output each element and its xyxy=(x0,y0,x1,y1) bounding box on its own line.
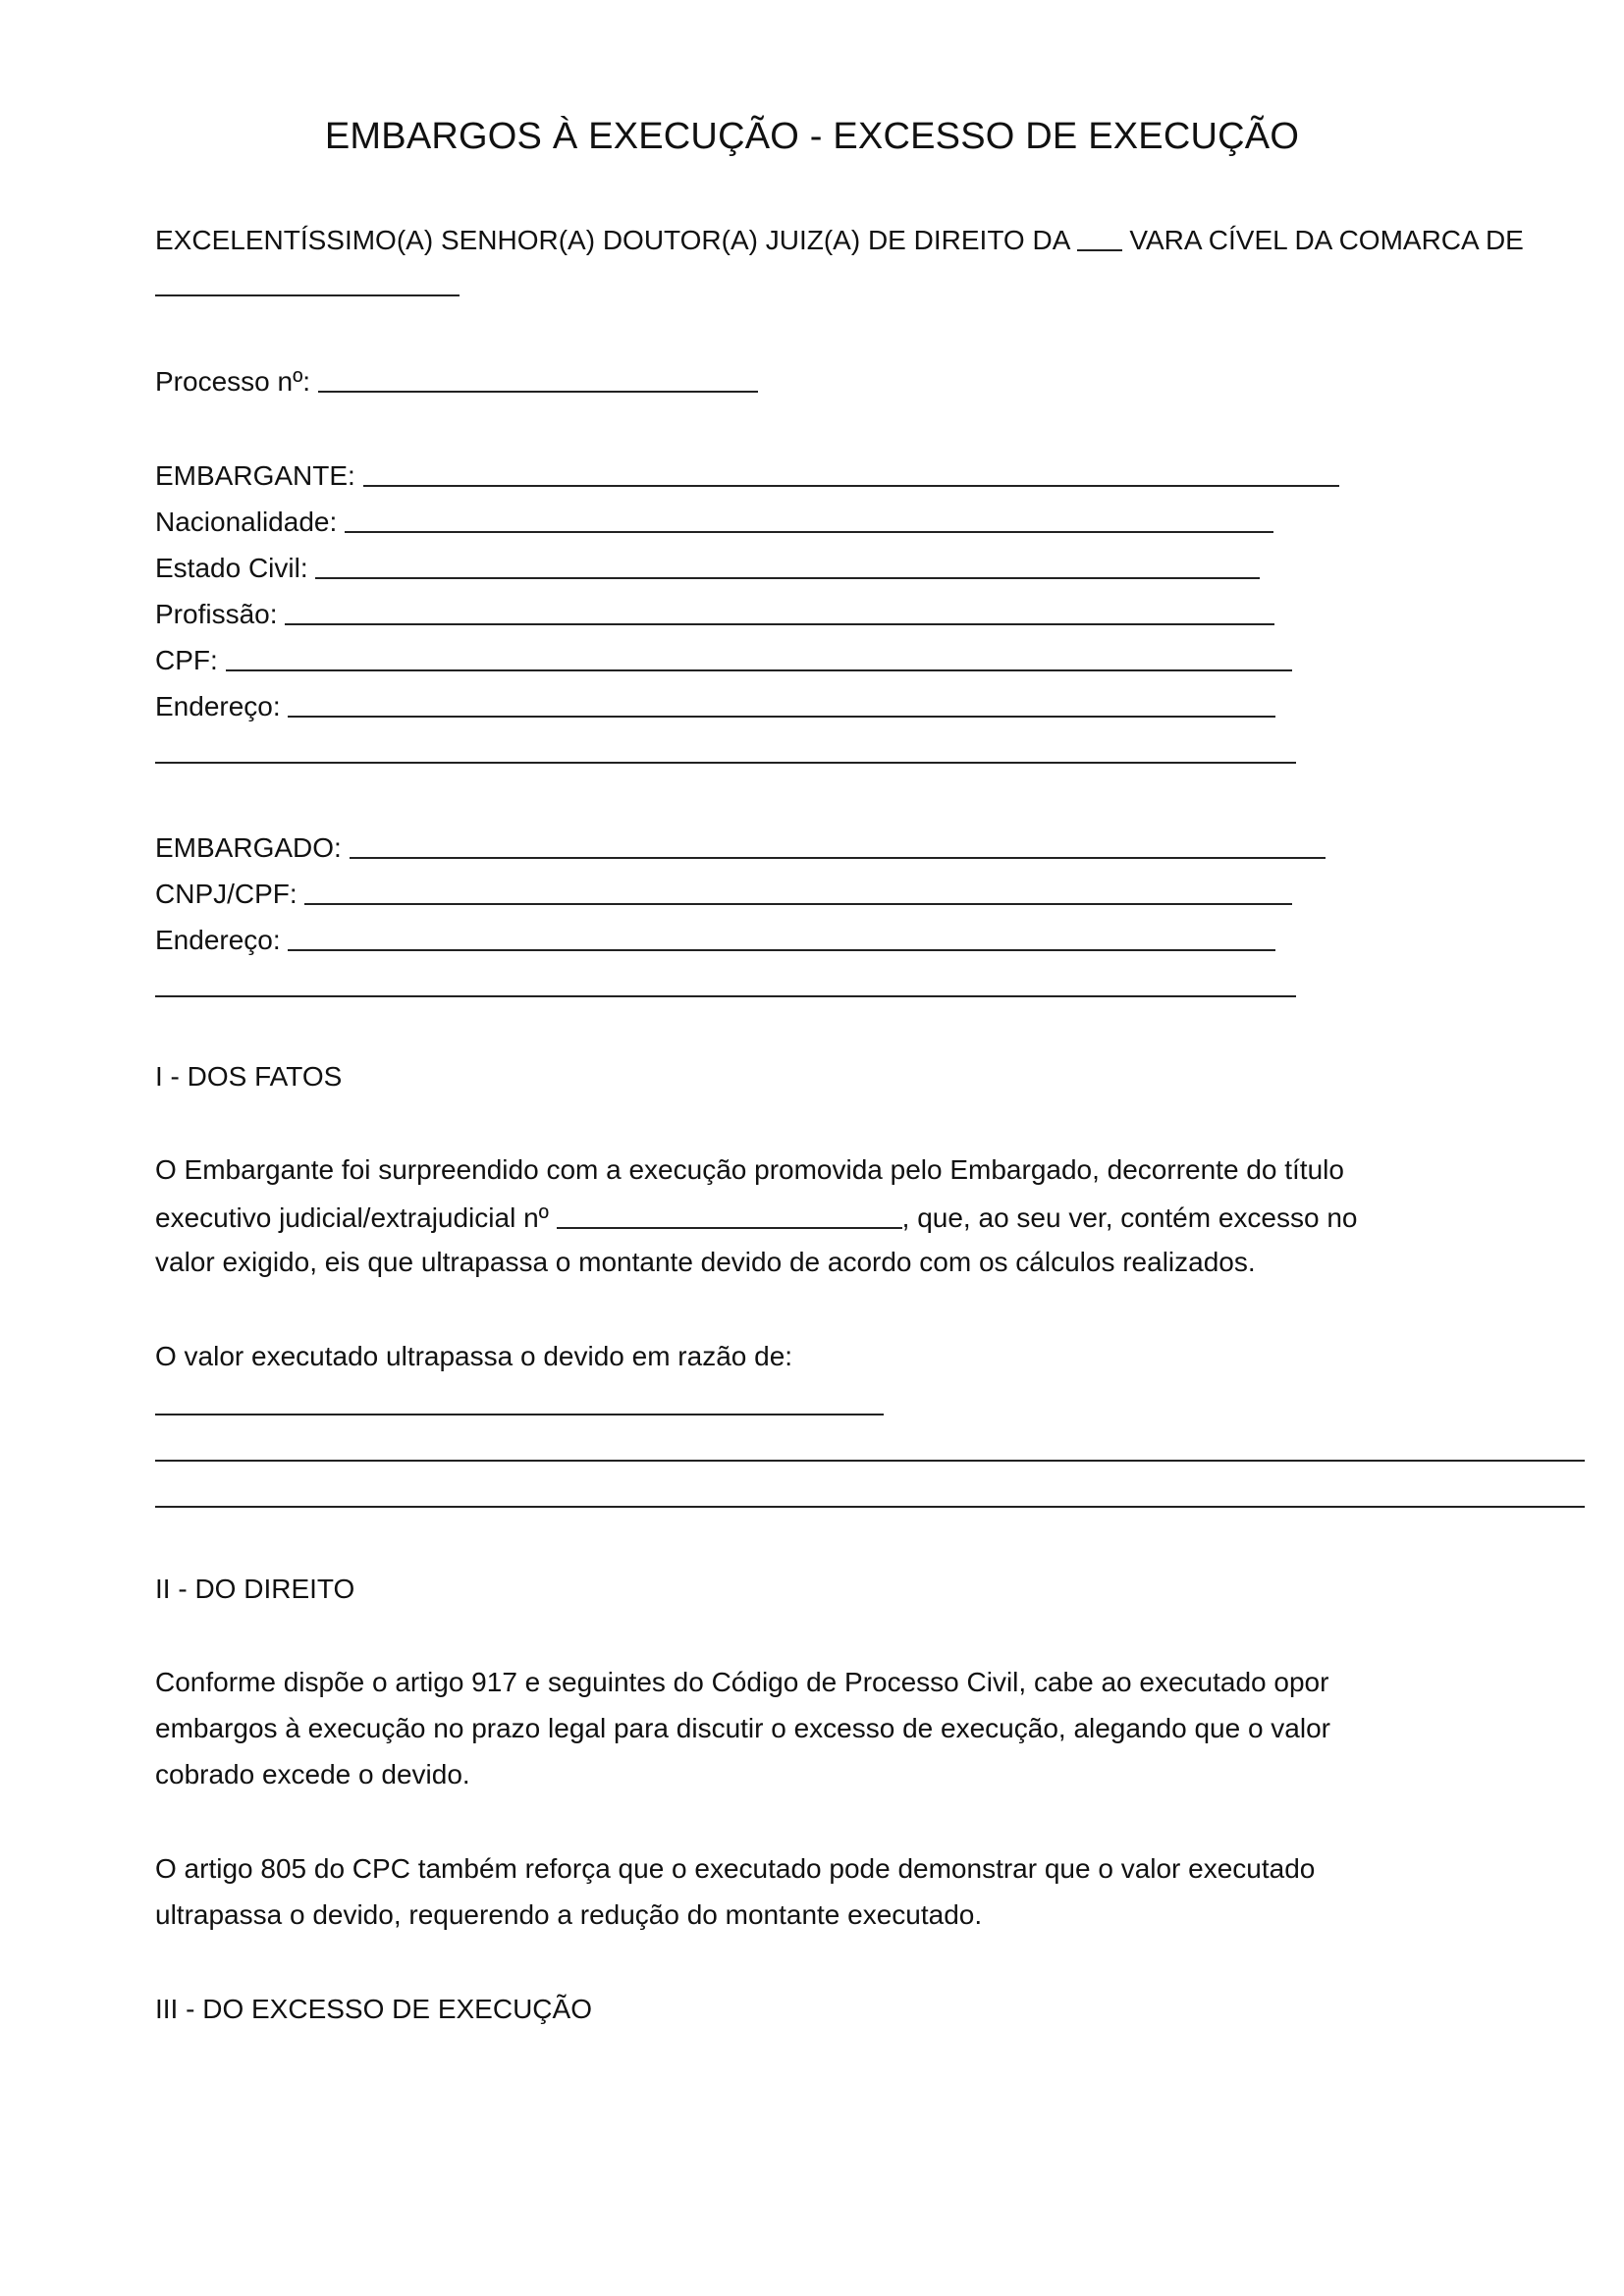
razao-blank-line-3 xyxy=(155,1478,1585,1514)
embargante-endereco-line-2 xyxy=(155,734,1296,770)
razao-blank-line-1 xyxy=(155,1386,884,1421)
direito-paragraph-1-line-2: embargos à execução no prazo legal para discutir o excesso de execução, alegando que o valor xyxy=(155,1713,1330,1743)
razao-blank-line-2 xyxy=(155,1432,1585,1468)
addressee-text-2: VARA CÍVEL DA COMARCA DE xyxy=(1129,225,1524,255)
cpf-blank[interactable] xyxy=(226,644,1292,671)
razao-blank-3[interactable] xyxy=(155,1480,1585,1508)
embargado-endereco-blank-2[interactable] xyxy=(155,970,1296,997)
embargante-endereco-blank-2[interactable] xyxy=(155,736,1296,764)
estado-civil-line xyxy=(155,550,1260,585)
direito-paragraph-1-line-1: Conforme dispõe o artigo 917 e seguintes do Código de Processo Civil, cabe ao executado opor xyxy=(155,1667,1329,1697)
addressee-text-1: EXCELENTÍSSIMO(A) SENHOR(A) DOUTOR(A) JUIZ(A) DE DIREITO DA xyxy=(155,225,1069,255)
nacionalidade-line xyxy=(155,504,1273,539)
fatos-paragraph-line-2 xyxy=(155,1200,1358,1235)
estado-civil-label: Estado Civil: xyxy=(155,553,308,583)
embargante-line xyxy=(155,457,1339,493)
embargado-endereco-line-2 xyxy=(155,968,1296,1003)
direito-paragraph-2-line-2: ultrapassa o devido, requerendo a redução do montante executado. xyxy=(155,1899,983,1930)
section-fatos-heading: I - DOS FATOS xyxy=(155,1061,343,1092)
razao-blank-1[interactable] xyxy=(155,1388,884,1415)
fatos-excesso-text: , que, ao seu ver, contém excesso no xyxy=(901,1202,1358,1233)
section-direito-heading: II - DO DIREITO xyxy=(155,1574,355,1604)
section-excesso-heading: III - DO EXCESSO DE EXECUÇÃO xyxy=(155,1994,592,2024)
process-line xyxy=(155,363,758,399)
embargante-blank[interactable] xyxy=(363,459,1339,487)
razao-blank-2[interactable] xyxy=(155,1434,1585,1462)
document-title: EMBARGOS À EXECUÇÃO - EXCESSO DE EXECUÇÃO xyxy=(324,116,1300,157)
estado-civil-blank[interactable] xyxy=(315,552,1260,579)
fatos-titulo-text: executivo judicial/extrajudicial nº xyxy=(155,1202,549,1233)
direito-paragraph-1-line-3: cobrado excede o devido. xyxy=(155,1759,470,1789)
addressee-line xyxy=(155,222,1524,257)
titulo-number-blank[interactable] xyxy=(557,1201,902,1229)
cpf-label: CPF: xyxy=(155,645,218,675)
process-label: Processo nº: xyxy=(155,366,311,397)
embargante-endereco-label: Endereço: xyxy=(155,691,281,721)
process-number-blank[interactable] xyxy=(318,365,758,393)
profissao-label: Profissão: xyxy=(155,599,278,629)
embargado-label: EMBARGADO: xyxy=(155,832,342,863)
fatos-paragraph-line-1: O Embargante foi surpreendido com a execução promovida pelo Embargado, decorrente do título xyxy=(155,1154,1344,1185)
direito-paragraph-2-line-1: O artigo 805 do CPC também reforça que o executado pode demonstrar que o valor executado xyxy=(155,1853,1316,1884)
nacionalidade-label: Nacionalidade: xyxy=(155,507,338,537)
embargado-endereco-line xyxy=(155,922,1275,957)
cpf-line xyxy=(155,642,1292,677)
cnpj-cpf-line xyxy=(155,876,1292,911)
profissao-line xyxy=(155,596,1274,631)
embargante-endereco-line xyxy=(155,688,1275,723)
comarca-blank[interactable] xyxy=(155,269,460,296)
nacionalidade-blank[interactable] xyxy=(345,506,1273,533)
profissao-blank[interactable] xyxy=(285,598,1274,625)
comarca-line xyxy=(155,267,460,302)
embargante-label: EMBARGANTE: xyxy=(155,460,355,491)
cnpj-cpf-label: CNPJ/CPF: xyxy=(155,879,298,909)
embargante-endereco-blank[interactable] xyxy=(288,690,1275,718)
fatos-paragraph-line-3: valor exigido, eis que ultrapassa o montante devido de acordo com os cálculos realizados. xyxy=(155,1247,1256,1277)
embargado-endereco-blank[interactable] xyxy=(288,924,1275,951)
embargado-line xyxy=(155,829,1326,865)
vara-number-blank[interactable] xyxy=(1077,224,1122,251)
fatos-razao-line: O valor executado ultrapassa o devido em razão de: xyxy=(155,1341,793,1371)
embargado-endereco-label: Endereço: xyxy=(155,925,281,955)
cnpj-cpf-blank[interactable] xyxy=(304,878,1292,905)
embargado-blank[interactable] xyxy=(350,831,1326,859)
